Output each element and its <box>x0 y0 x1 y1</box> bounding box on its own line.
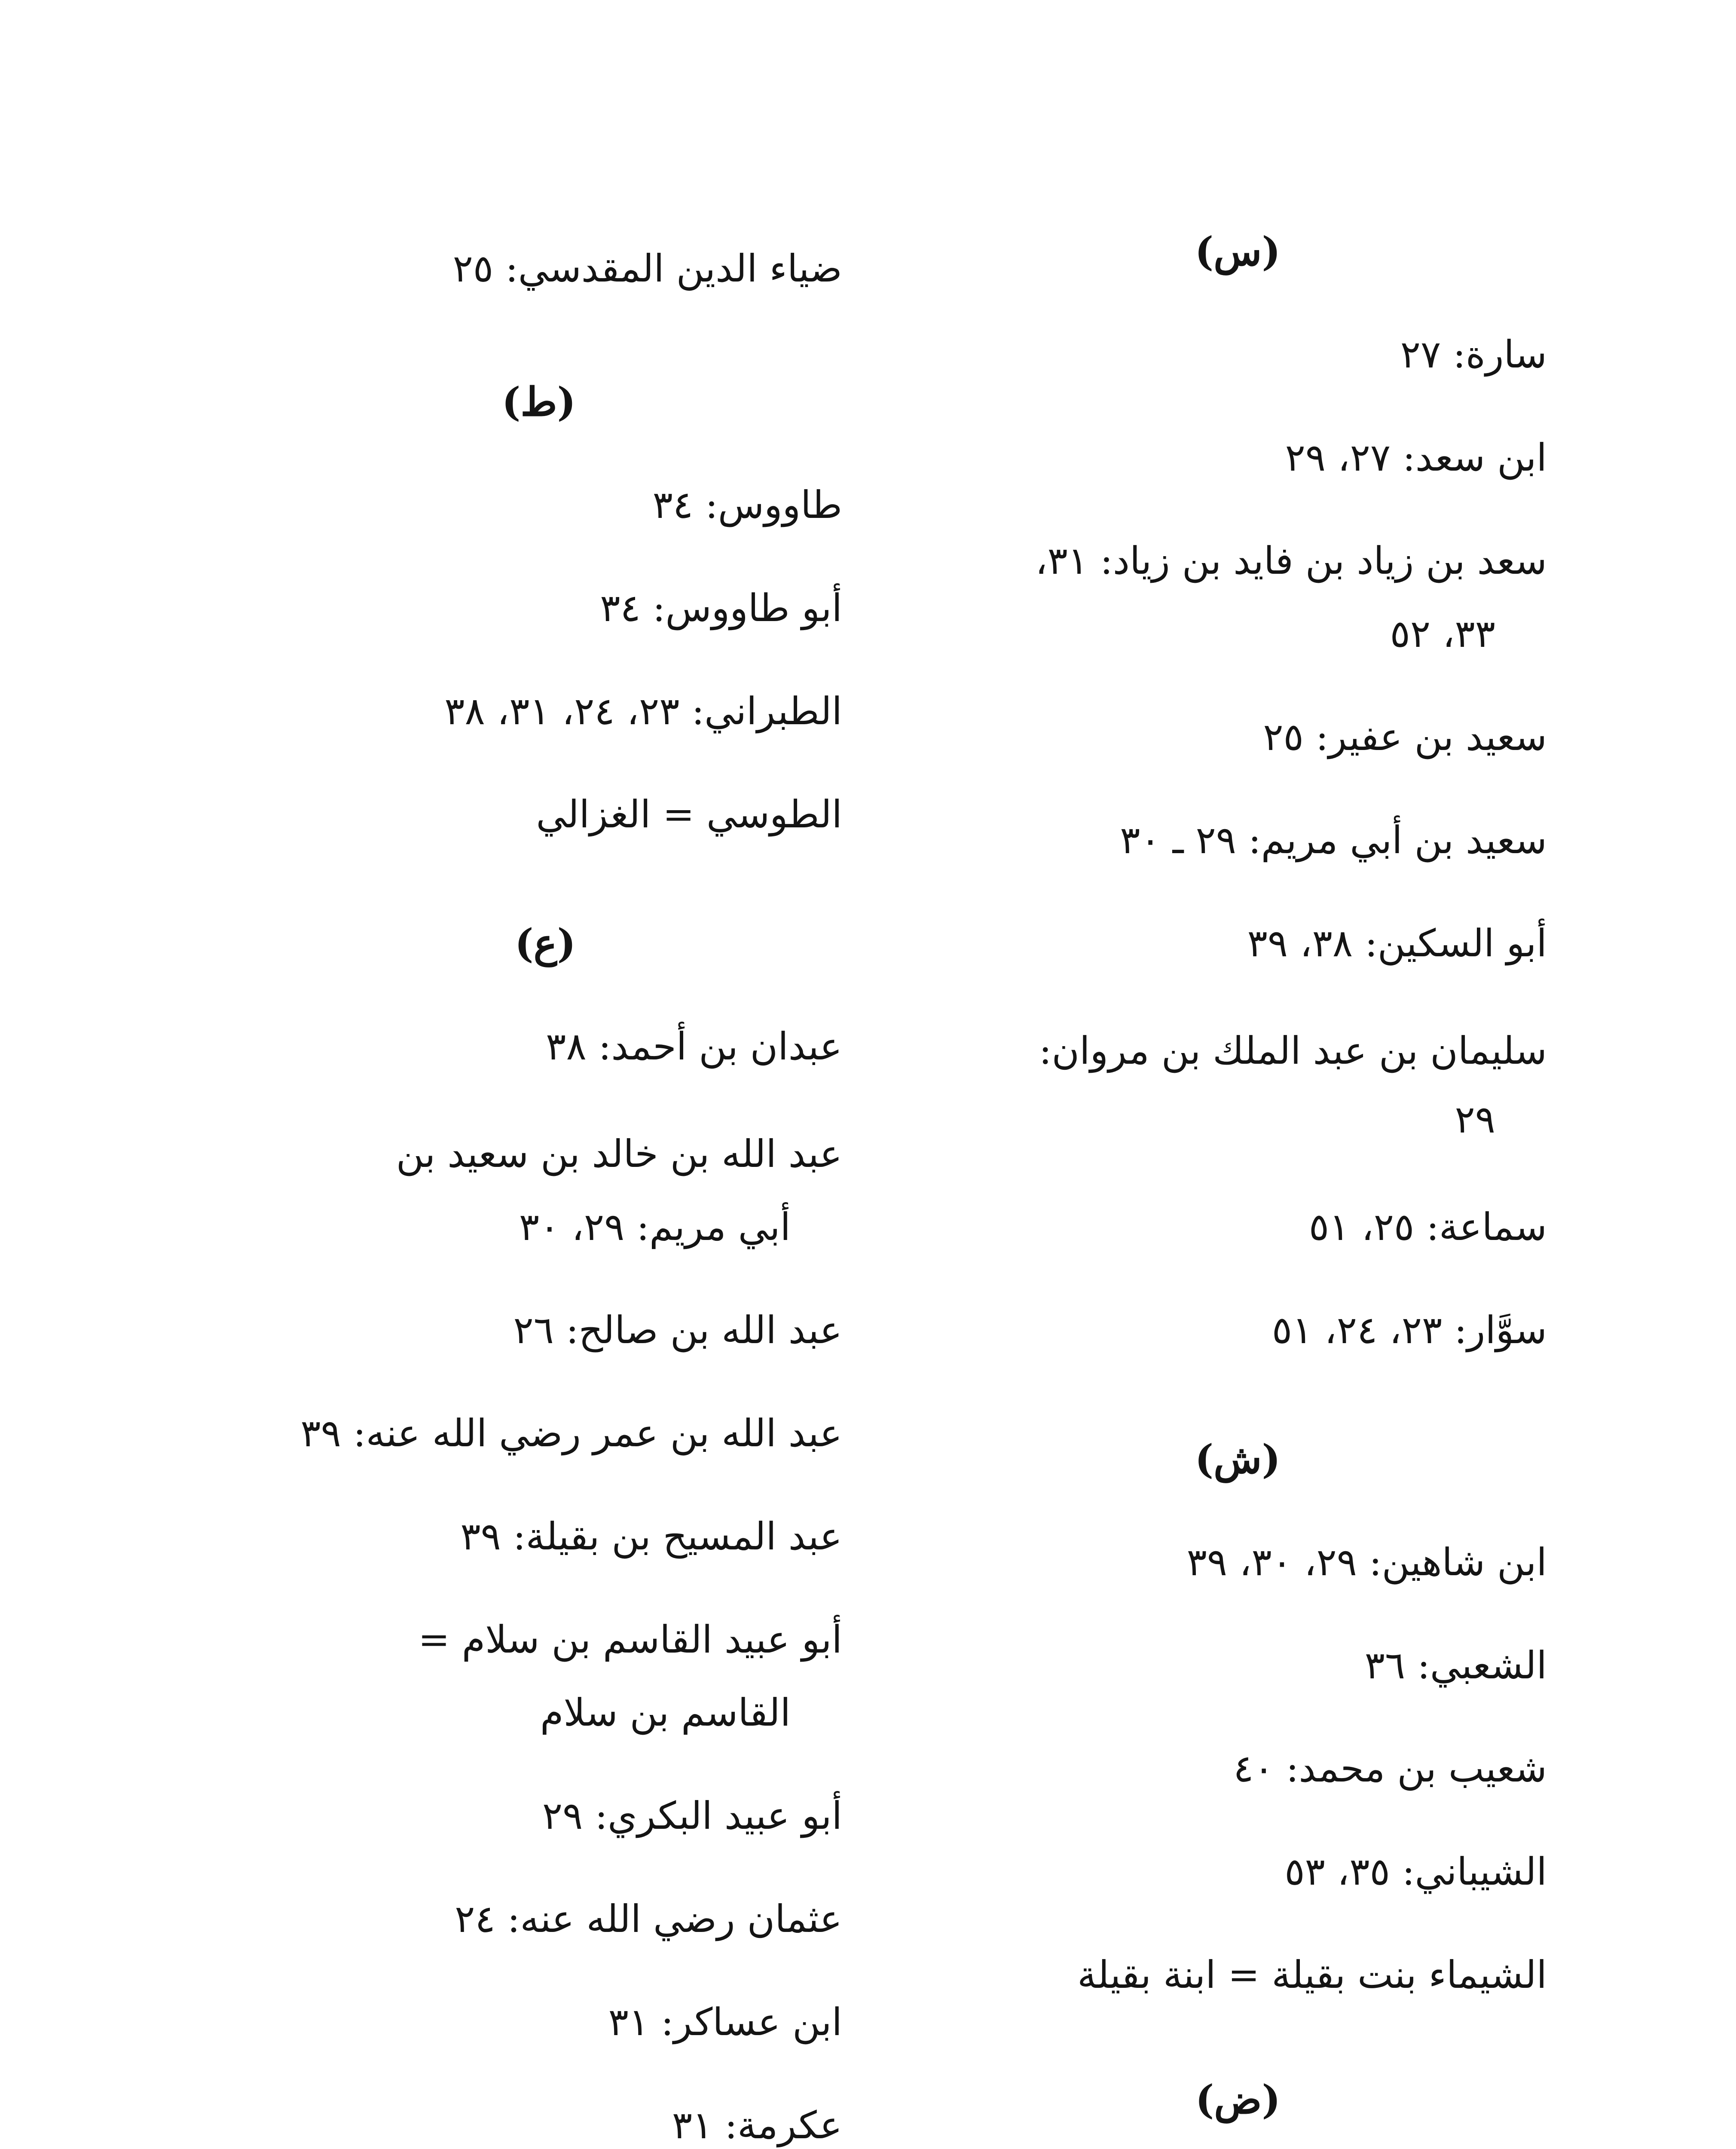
index-entry: الطبراني: ٢٣، ٢٤، ٣١، ٣٨ <box>444 689 842 733</box>
index-entry: عبد الله بن خالد بن سعيد بن <box>396 1132 842 1176</box>
index-entry: أبو طاووس: ٣٤ <box>600 586 842 630</box>
index-entry: ضياء الدين المقدسي: ٢٥ <box>452 246 842 291</box>
letter-heading-dad: (ض) <box>1195 2076 1281 2123</box>
index-entry: سعيد بن أبي مريم: ٢٩ ـ ٣٠ <box>1120 818 1547 862</box>
index-entry: سعيد بن عفير: ٢٥ <box>1263 715 1547 759</box>
index-entry: الشيباني: ٣٥، ٥٣ <box>1284 1849 1547 1894</box>
index-entry: الشعبي: ٣٦ <box>1364 1643 1547 1687</box>
index-entry: سوَّار: ٢٣، ٢٤، ٥١ <box>1271 1308 1547 1352</box>
index-entry: ابن عساكر: ٣١ <box>608 2000 842 2044</box>
index-entry: عبد الله بن صالح: ٢٦ <box>513 1308 842 1352</box>
index-entry: سماعة: ٢٥، ٥١ <box>1308 1205 1547 1249</box>
index-entry-continuation: أبي مريم: ٢٩، ٣٠ <box>519 1205 791 1249</box>
index-entry: أبو السكين: ٣٨، ٣٩ <box>1247 921 1547 965</box>
index-entry: أبو عبيد البكري: ٢٩ <box>542 1794 842 1838</box>
letter-heading-ta: (ط) <box>501 379 576 425</box>
letter-heading-ayn: (ع) <box>515 920 576 967</box>
index-entry: عبد المسيح بن بقيلة: ٣٩ <box>460 1514 842 1558</box>
index-entry-continuation: ٢٩ <box>1455 1097 1495 1142</box>
index-entry: الطوسي = الغزالي <box>536 792 842 836</box>
index-entry: عبد الله بن عمر رضي الله عنه: ٣٩ <box>300 1411 842 1455</box>
index-entry-continuation: ٣٣، ٥٢ <box>1390 612 1495 656</box>
index-entry: عكرمة: ٣١ <box>672 2103 842 2147</box>
index-entry: ابن شاهين: ٢٩، ٣٠، ٣٩ <box>1186 1540 1547 1584</box>
index-entry: عثمان رضي الله عنه: ٢٤ <box>455 1897 842 1941</box>
index-entry: شعيب بن محمد: ٤٠ <box>1233 1746 1547 1791</box>
letter-heading-shin: (ش) <box>1195 1436 1281 1482</box>
index-entry: سليمان بن عبد الملك بن مروان: <box>1039 1029 1547 1073</box>
index-entry: ابن سعد: ٢٧، ٢٩ <box>1285 435 1547 480</box>
index-entry: عبدان بن أحمد: ٣٨ <box>546 1024 842 1068</box>
index-entry-continuation: القاسم بن سلام <box>540 1690 791 1735</box>
index-entry: الشيماء بنت بقيلة = ابنة بقيلة <box>1077 1953 1547 1997</box>
index-entry: طاووس: ٣٤ <box>652 483 842 527</box>
index-entry: سارة: ٢٧ <box>1400 332 1547 377</box>
index-entry: أبو عبيد القاسم بن سلام = <box>418 1617 842 1662</box>
letter-heading-sin: (س) <box>1195 228 1281 275</box>
index-entry: سعد بن زياد بن فايد بن زياد: ٣١، <box>1035 539 1547 583</box>
